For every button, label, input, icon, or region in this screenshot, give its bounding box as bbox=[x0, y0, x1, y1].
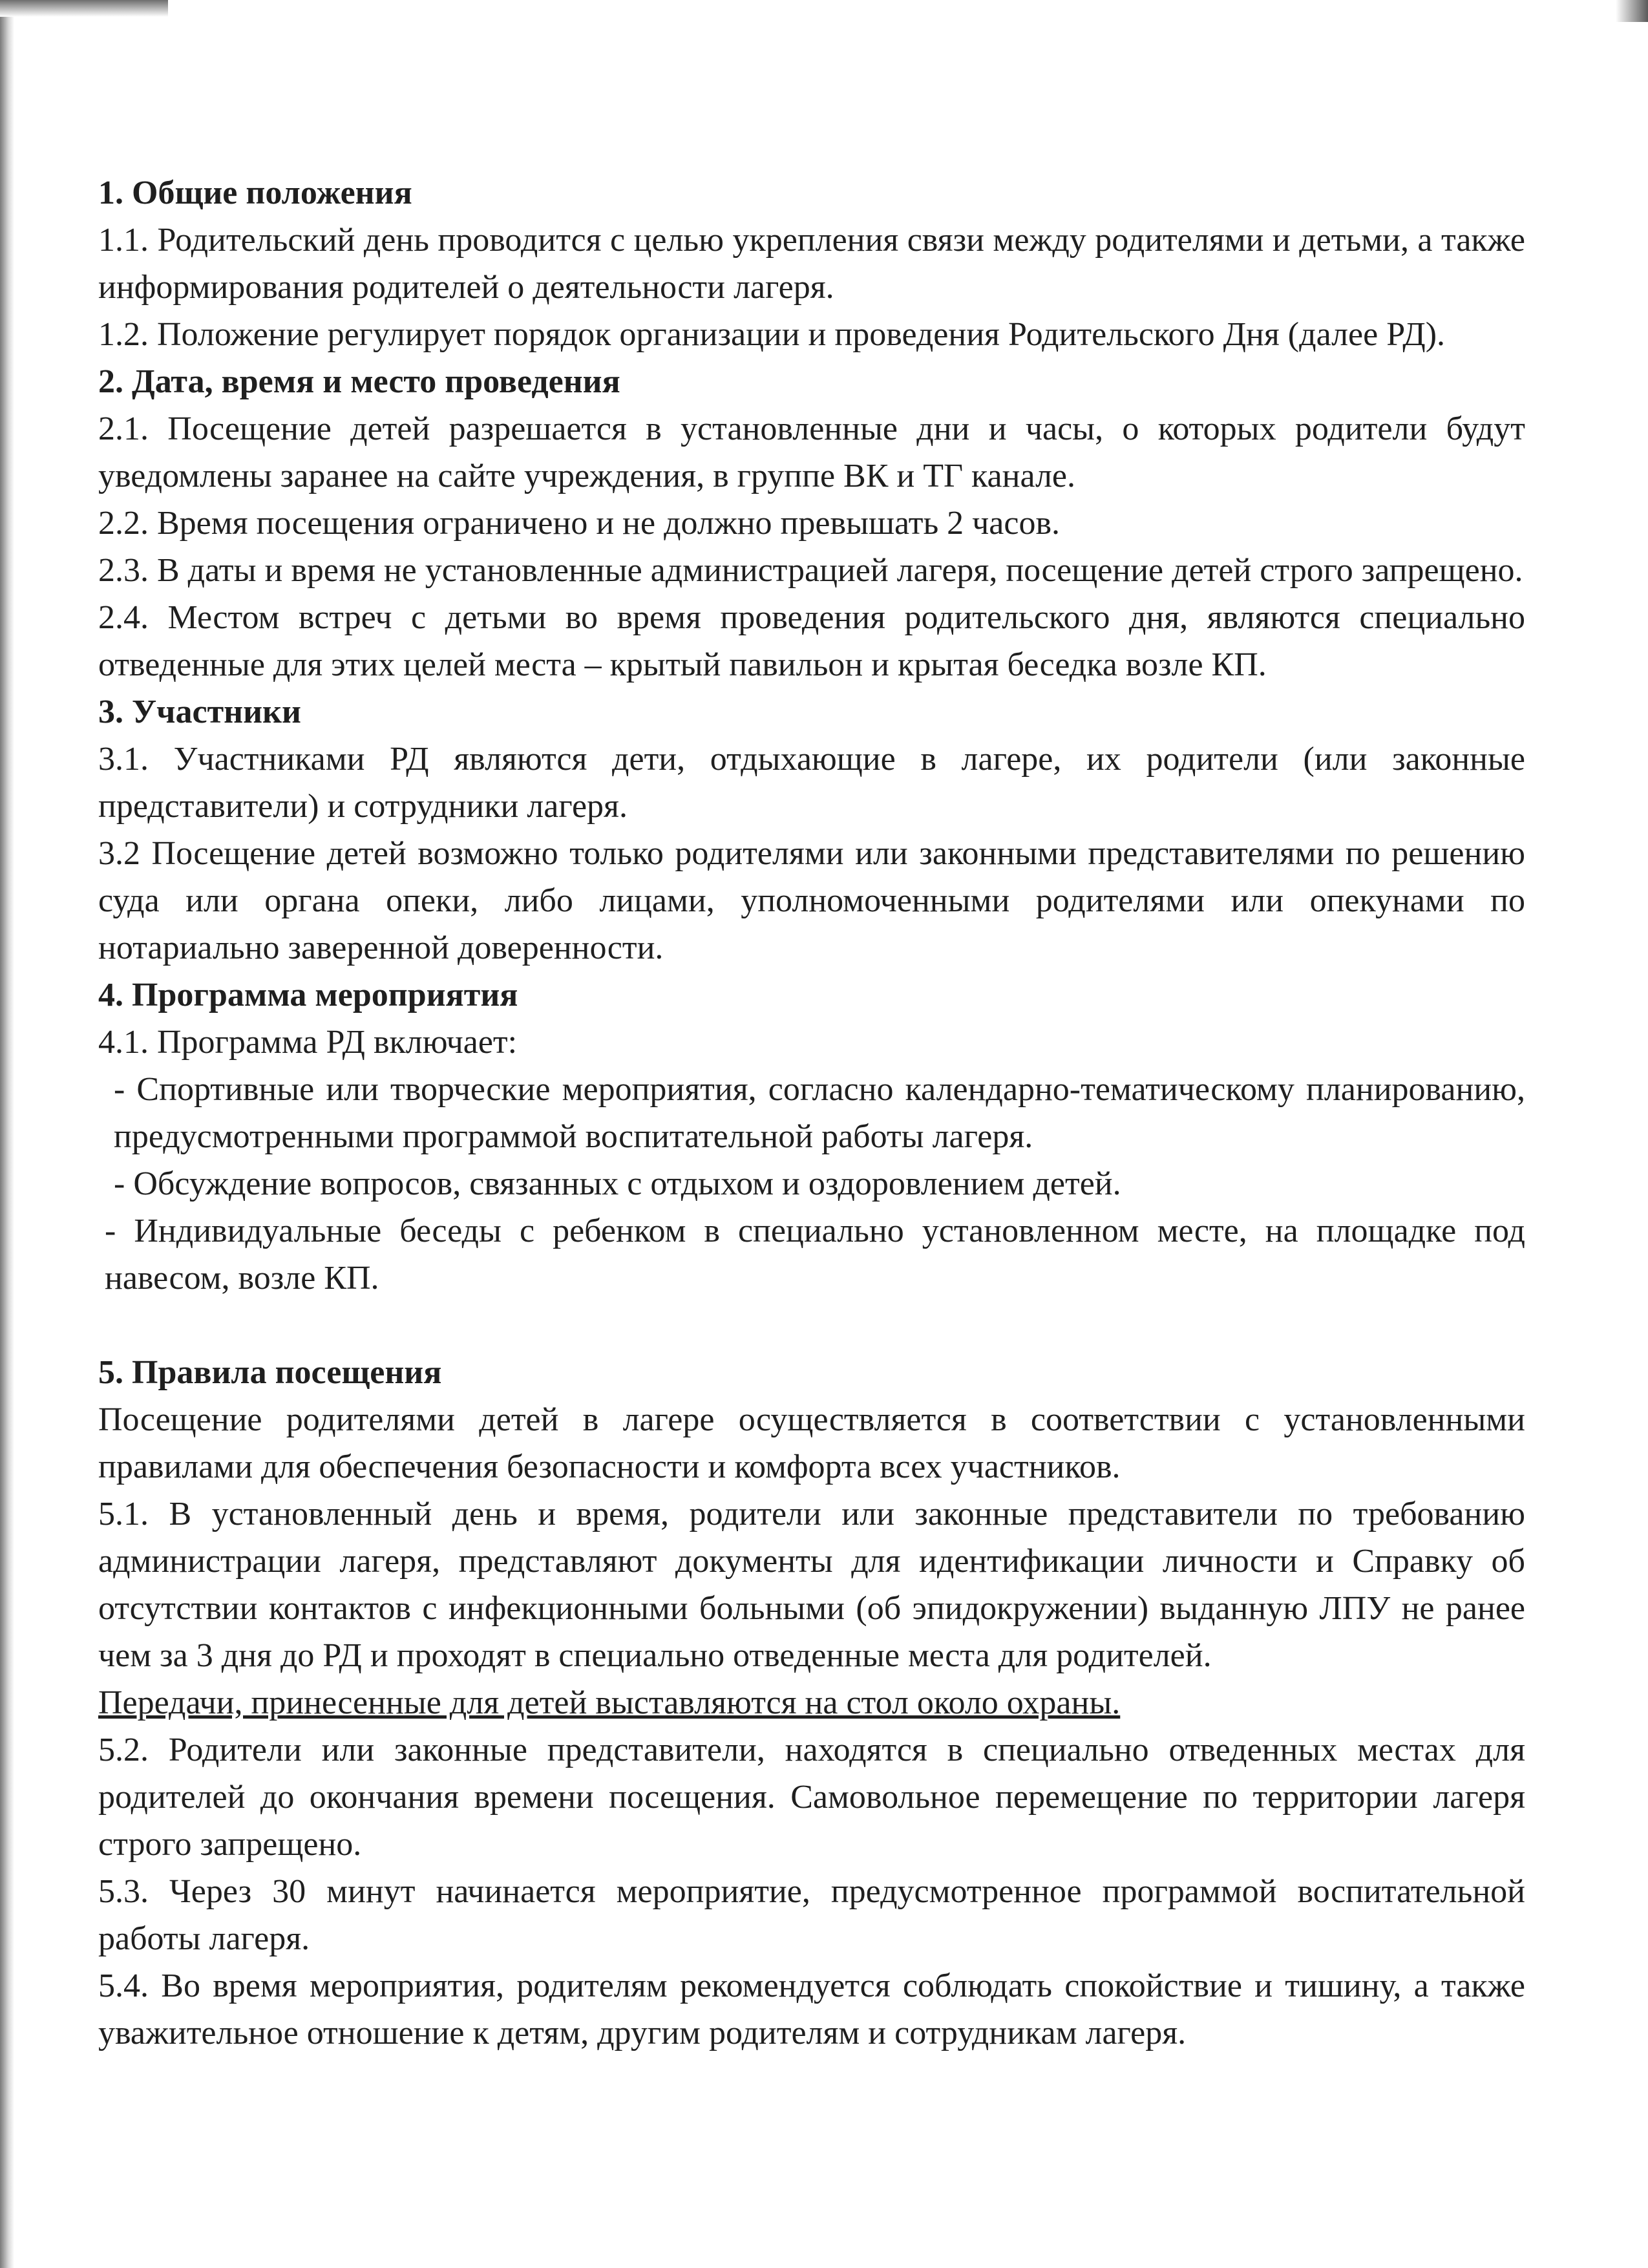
paragraph-1-2: 1.2. Положение регулирует порядок организации и проведения Родительского Дня (далее РД). bbox=[98, 316, 1446, 353]
paragraph-5-1: 5.1. В установленный день и время, родители или законные представители по требованию администрации лагеря, представляют документы для идентификации личности и Справку об отсутствии контактов с инфекционными больными (об эпидокружении) выданную ЛПУ не ранее чем за 3 дня до РД и проходят в специально отведенные места для родителей. bbox=[98, 1496, 1525, 1674]
paragraph-4-1: 4.1. Программа РД включает: bbox=[98, 1024, 518, 1061]
paragraph-3-1: 3.1. Участниками РД являются дети, отдыхающие в лагере, их родители (или законные представители) и сотрудники лагеря. bbox=[98, 741, 1525, 825]
paragraph-2-2: 2.2. Время посещения ограничено и не должно превышать 2 часов. bbox=[98, 505, 1061, 542]
section-3-heading: 3. Участники bbox=[98, 694, 301, 730]
paragraph-5-note: Передачи, принесенные для детей выставляются на стол около охраны. bbox=[98, 1684, 1121, 1721]
paragraph-5-2: 5.2. Родители или законные представители, находятся в специально отведенных местах для родителей до окончания времени посещения. Самовольное перемещение по территории лагеря строго запрещено. bbox=[98, 1732, 1525, 1863]
program-bullet-conversations: - Индивидуальные беседы с ребенком в специально установленном месте, на площадке под навесом, возле КП. bbox=[105, 1213, 1525, 1297]
paragraph-1-1: 1.1. Родительский день проводится с целью укрепления связи между родителями и детьми, а также информирования родителей о деятельности лагеря. bbox=[98, 222, 1525, 306]
section-2-heading: 2. Дата, время и место проведения bbox=[98, 363, 620, 400]
section-4-heading: 4. Программа мероприятия bbox=[98, 977, 518, 1013]
document-body bbox=[98, 169, 1525, 2057]
section-spacer bbox=[98, 1302, 1525, 1349]
paragraph-2-3: 2.3. В даты и время не установленные администрацией лагеря, посещение детей строго запрещено. bbox=[98, 552, 1523, 589]
section-1-heading: 1. Общие положения bbox=[98, 175, 412, 211]
scan-edge-left bbox=[0, 0, 14, 2268]
program-bullet-discussion: - Обсуждение вопросов, связанных с отдыхом и оздоровлением детей. bbox=[114, 1165, 1121, 1202]
scan-edge-corner bbox=[1616, 0, 1648, 22]
section-5-heading: 5. Правила посещения bbox=[98, 1354, 442, 1391]
paragraph-5-4: 5.4. Во время мероприятия, родителям рекомендуется соблюдать спокойствие и тишину, а также уважительное отношение к детям, другим родителям и сотрудникам лагеря. bbox=[98, 1967, 1525, 2051]
paragraph-2-1: 2.1. Посещение детей разрешается в установленные дни и часы, о которых родители будут уведомлены заранее на сайте учреждения, в группе ВК и ТГ канале. bbox=[98, 410, 1525, 494]
scan-edge-top bbox=[0, 0, 168, 17]
program-bullet-sports: - Спортивные или творческие мероприятия, согласно календарно-тематическому планированию, предусмотренными программой воспитательной работы лагеря. bbox=[114, 1071, 1525, 1155]
paragraph-5-intro: Посещение родителями детей в лагере осуществляется в соответствии с установленными правилами для обеспечения безопасности и комфорта всех участников. bbox=[98, 1401, 1525, 1485]
paragraph-5-3: 5.3. Через 30 минут начинается мероприятие, предусмотренное программой воспитательной работы лагеря. bbox=[98, 1873, 1525, 1957]
paragraph-3-2: 3.2 Посещение детей возможно только родителями или законными представителями по решению суда или органа опеки, либо лицами, уполномоченными родителями или опекунами по нотариально заверенной доверенности. bbox=[98, 835, 1525, 966]
paragraph-2-4: 2.4. Местом встреч с детьми во время проведения родительского дня, являются специально отведенные для этих целей места – крытый павильон и крытая беседка возле КП. bbox=[98, 599, 1525, 683]
